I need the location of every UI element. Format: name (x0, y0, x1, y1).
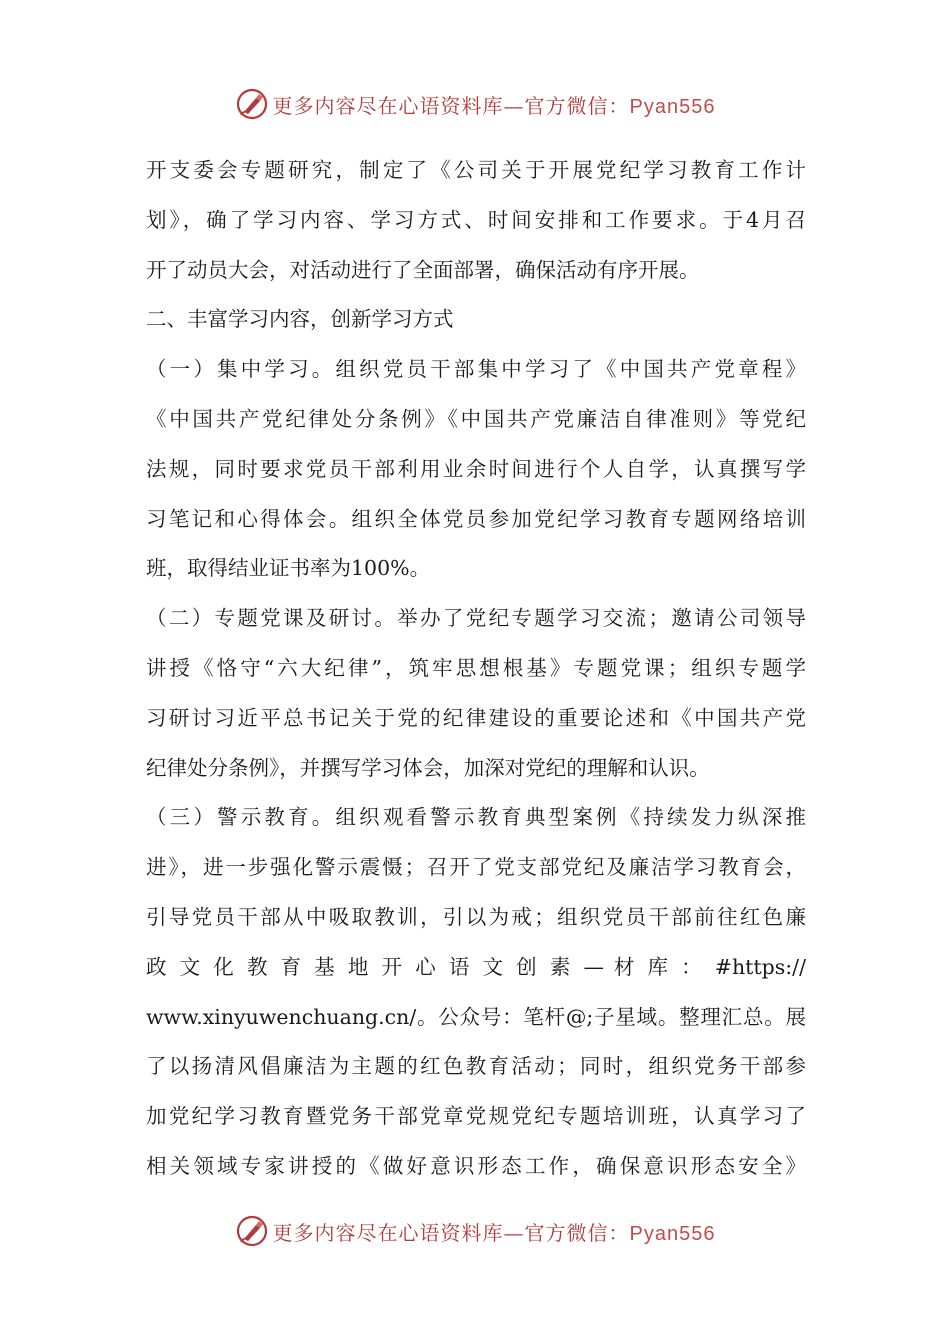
text-line: （一）集中学习。组织党员干部集中学习了《中国共产党章程》 (146, 357, 806, 382)
document-body (146, 146, 806, 1192)
pen-nib-logo-icon (235, 87, 269, 121)
text-line: 政 文 化 教 育 基 地 开 心 语 文 创 素 — 材 库 ： #https:// (146, 954, 806, 979)
text-line: （三）警示教育。组织观看警示教育典型案例《持续发力纵深推 (146, 805, 806, 830)
text-line: 引导党员干部从中吸取教训，引以为戒；组织党员干部前往红色廉 (146, 904, 806, 929)
banner-text: 更多内容尽在心语资料库—官方微信：Pyan556 (272, 1220, 716, 1245)
text-line: 开支委会专题研究，制定了《公司关于开展党纪学习教育工作计 (146, 158, 806, 182)
text-line: 讲授《恪守“六大纪律”，筑牢思想根基》专题党课；组织专题学 (146, 655, 806, 680)
banner-text: 更多内容尽在心语资料库—官方微信：Pyan556 (272, 93, 716, 118)
text-line: 习笔记和心得体会。组织全体党员参加党纪学习教育专题网络培训 (146, 506, 806, 531)
text-line: 开了动员大会，对活动进行了全面部署，确保活动有序开展。 (146, 257, 700, 282)
text-line: （二）专题党课及研讨。举办了党纪专题学习交流；邀请公司领导 (146, 606, 806, 631)
text-line: 了以扬清风倡廉洁为主题的红色教育活动；同时，组织党务干部参 (146, 1054, 806, 1079)
wechat-id: Pyan556 (629, 95, 716, 118)
text-line: 纪律处分条例》，并撰写学习体会，加深对党纪的理解和认识。 (146, 755, 710, 780)
text-line: 进》，进一步强化警示震慑；召开了党支部党纪及廉洁学习教育会， (146, 855, 806, 880)
text-line: 加党纪学习教育暨党务干部党章党规党纪专题培训班，认真学习了 (146, 1104, 806, 1129)
footer-banner (0, 1211, 950, 1251)
text-line: 划》，确了学习内容、学习方式、时间安排和工作要求。于4月召 (146, 207, 806, 232)
text-line: 《中国共产党纪律处分条例》《中国共产党廉洁自律准则》等党纪 (146, 406, 806, 431)
pen-nib-logo-icon (235, 1214, 269, 1248)
text-line: 班，取得结业证书率为100%。 (146, 556, 431, 581)
header-banner (0, 84, 950, 124)
wechat-id: Pyan556 (629, 1222, 716, 1245)
text-line: 相关领域专家讲授的《做好意识形态工作，确保意识形态安全》 (146, 1153, 806, 1178)
text-line: 法规，同时要求党员干部利用业余时间进行个人自学，认真撰写学 (146, 456, 806, 481)
text-line: 习研讨习近平总书记关于党的纪律建设的重要论述和《中国共产党 (146, 705, 806, 730)
text-line: 二、丰富学习内容，创新学习方式 (146, 307, 454, 332)
text-line: www.xinyuwenchuang.cn/。公众号：笔杆@;子星域。整理汇总。展 (146, 1004, 806, 1029)
